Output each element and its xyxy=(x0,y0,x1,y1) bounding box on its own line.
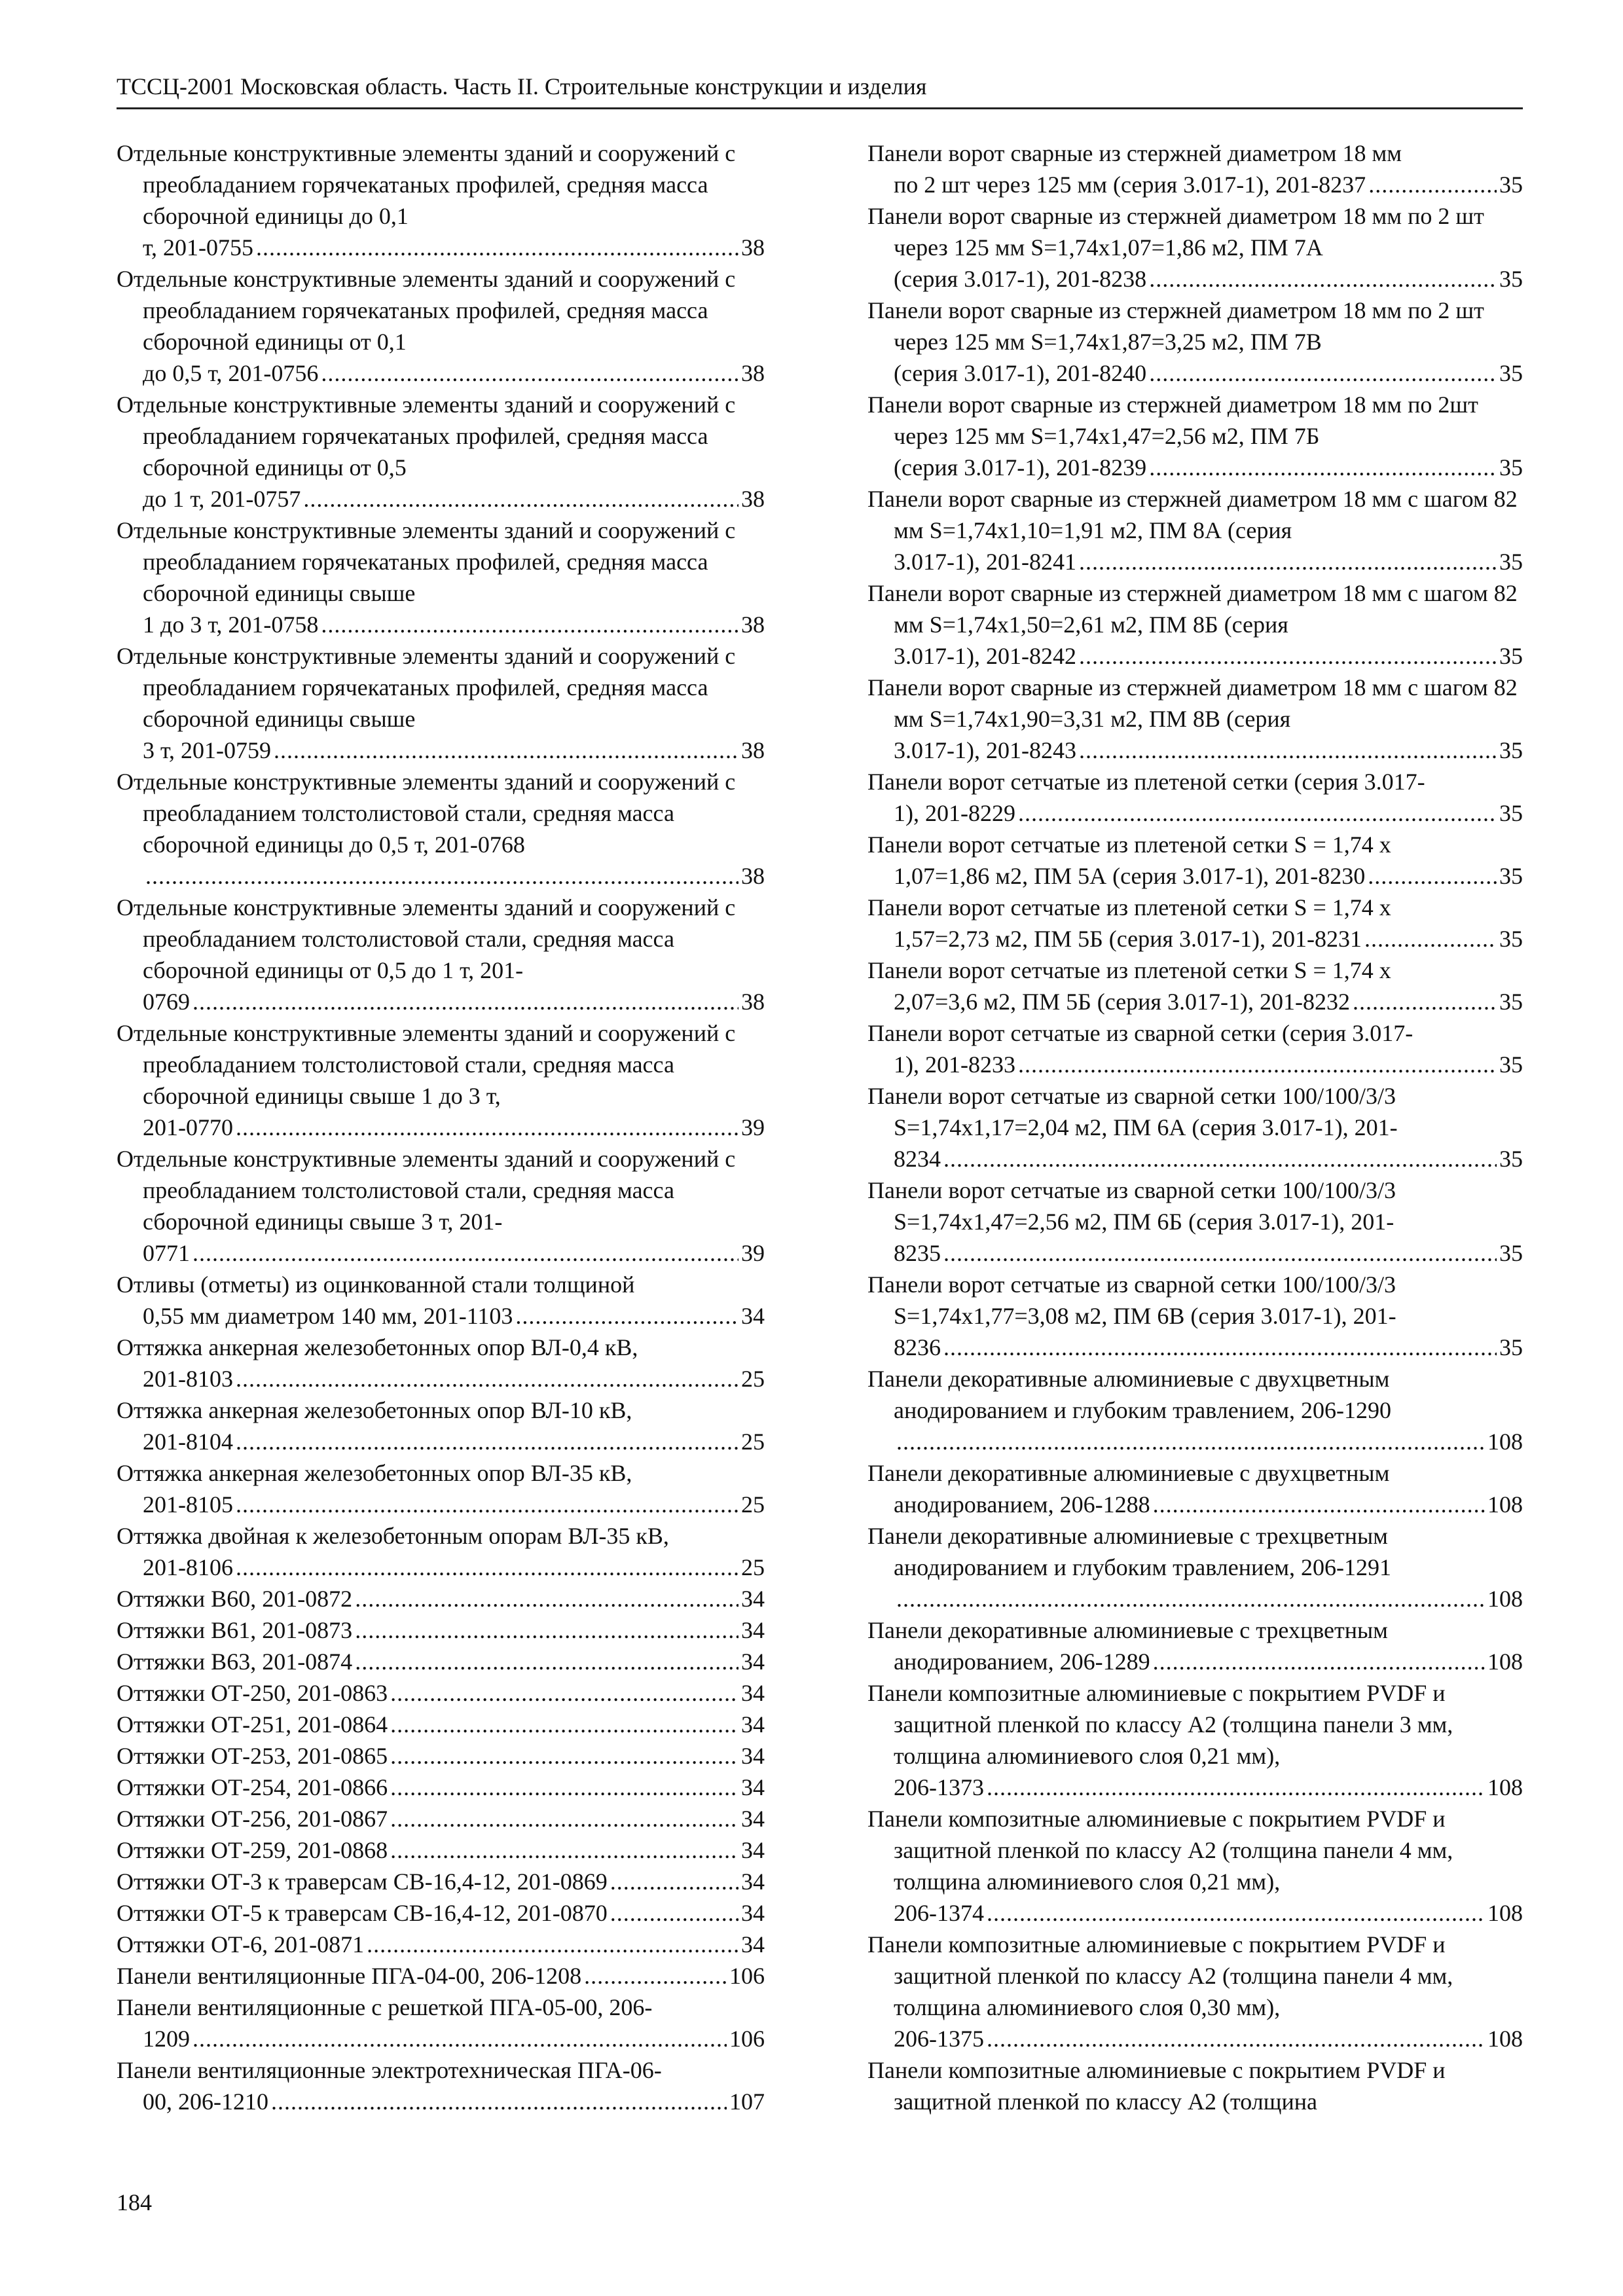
entry-text: Панели декоративные алюминиевые с двухцветным xyxy=(867,1460,1390,1486)
entry-tail: Оттяжки В61, 201-0873 xyxy=(117,1617,353,1643)
entry-last-line xyxy=(117,1552,765,1583)
entry-last-line xyxy=(867,2023,1523,2054)
entry-page-number: 35 xyxy=(1499,549,1523,575)
entry-last-line xyxy=(117,1646,765,1677)
page-number: 184 xyxy=(117,2189,152,2215)
entry-tail: (серия 3.017-1), 201-8240 xyxy=(894,360,1147,386)
entry-page-number: 108 xyxy=(1487,1586,1523,1612)
entry-last-line xyxy=(117,2023,765,2054)
entry-tail: Оттяжки ОТ-250, 201-0863 xyxy=(117,1680,388,1706)
leader-dots xyxy=(1364,923,1497,955)
entry-text: Панели композитные алюминиевые с покрытием PVDF и защитной пленкой по классу А2 (толщина xyxy=(867,2057,1446,2115)
entry-last-line xyxy=(867,797,1523,829)
entry-last-line xyxy=(867,1897,1523,1929)
entry-page-number: 25 xyxy=(741,1554,765,1580)
leader-dots xyxy=(515,1300,739,1332)
index-entry xyxy=(867,200,1523,295)
entry-text: Отдельные конструктивные элементы зданий и сооружений с преобладанием горячекатаных профилей, средняя масса сборочной единицы свыше xyxy=(117,643,736,732)
entry-last-line xyxy=(117,1929,765,1960)
leader-dots xyxy=(1153,1489,1485,1520)
index-entry xyxy=(117,1803,765,1834)
entry-tail: 201-0770 xyxy=(143,1114,233,1140)
entry-last-line xyxy=(117,1834,765,1866)
entry-text: Панели ворот сварные из стержней диаметром 18 мм по 2шт через 125 мм S=1,74х1,47=2,56 м2, ПМ 7Б xyxy=(867,392,1478,449)
entry-tail: Оттяжки ОТ-3 к траверсам СВ-16,4-12, 201-0869 xyxy=(117,1868,608,1895)
entry-text: Панели декоративные алюминиевые с трехцветным xyxy=(867,1617,1388,1643)
entry-text: Отдельные конструктивные элементы зданий и сооружений с преобладанием толстолистовой стали, средняя масса сборочной единицы свыше 1 до 3 т, xyxy=(117,1020,736,1109)
leader-dots xyxy=(355,1614,739,1646)
entry-page-number: 25 xyxy=(741,1429,765,1455)
entry-last-line xyxy=(117,1772,765,1803)
entry-page-number: 38 xyxy=(741,737,765,763)
leader-dots xyxy=(236,1426,739,1457)
entry-page-number: 35 xyxy=(1499,1240,1523,1266)
leader-dots xyxy=(1353,986,1497,1017)
index-entry xyxy=(867,1175,1523,1269)
index-column-left xyxy=(117,137,765,2117)
entry-last-line xyxy=(117,1363,765,1394)
index-entry xyxy=(117,1017,765,1143)
index-entry xyxy=(867,577,1523,672)
entry-last-line xyxy=(117,1237,765,1269)
entry-last-line xyxy=(117,986,765,1017)
leader-dots xyxy=(1153,1646,1485,1677)
entry-text: Отдельные конструктивные элементы зданий и сооружений с преобладанием толстолистовой стали, средняя масса сборочной единицы свыше 3 т, 201- xyxy=(117,1146,736,1235)
entry-last-line xyxy=(117,483,765,515)
leader-dots xyxy=(987,1772,1485,1803)
entry-page-number: 108 xyxy=(1487,1774,1523,1800)
index-column-right xyxy=(867,137,1523,2117)
entry-page-number: 108 xyxy=(1487,2026,1523,2052)
index-entry xyxy=(867,766,1523,829)
entry-page-number: 38 xyxy=(741,611,765,638)
entry-last-line xyxy=(867,1143,1523,1175)
entry-tail: 201-8106 xyxy=(143,1554,233,1580)
entry-page-number: 108 xyxy=(1487,1429,1523,1455)
entry-page-number: 35 xyxy=(1499,172,1523,198)
entry-page-number: 38 xyxy=(741,486,765,512)
entry-tail: до 1 т, 201-0757 xyxy=(143,486,301,512)
entry-tail: 0769 xyxy=(143,989,190,1015)
entry-tail: анодированием, 206-1288 xyxy=(894,1491,1150,1518)
entry-tail: Оттяжки ОТ-259, 201-0868 xyxy=(117,1837,388,1863)
entry-tail: 8235 xyxy=(894,1240,941,1266)
entry-tail: 1), 201-8233 xyxy=(894,1051,1015,1078)
leader-dots xyxy=(390,1834,739,1866)
entry-tail: 3.017-1), 201-8242 xyxy=(894,643,1076,669)
entry-text: Панели ворот сварные из стержней диаметром 18 мм по 2 шт через 125 мм S=1,74х1,07=1,86 м2, ПМ 7А xyxy=(867,203,1484,261)
index-entry xyxy=(117,1772,765,1803)
entry-text: Панели ворот сетчатые из плетеной сетки S = 1,74 х xyxy=(867,957,1391,983)
entry-last-line xyxy=(867,923,1523,955)
index-entry xyxy=(867,829,1523,892)
index-entry xyxy=(117,389,765,515)
entry-tail: 8234 xyxy=(894,1146,941,1172)
index-entry xyxy=(117,1709,765,1740)
index-entry xyxy=(117,2054,765,2117)
index-entry xyxy=(117,1740,765,1772)
leader-dots xyxy=(390,1677,739,1709)
entry-page-number: 39 xyxy=(741,1114,765,1140)
entry-tail: до 0,5 т, 201-0756 xyxy=(143,360,319,386)
entry-last-line xyxy=(867,169,1523,200)
entry-text: Панели ворот сетчатые из плетеной сетки (серия 3.017- xyxy=(867,769,1425,795)
entry-page-number: 107 xyxy=(729,2088,765,2115)
entry-tail: 206-1373 xyxy=(894,1774,984,1800)
entry-last-line xyxy=(867,1583,1523,1614)
entry-tail: 1,07=1,86 м2, ПМ 5А (серия 3.017-1), 201-8230 xyxy=(894,863,1366,889)
index-entry xyxy=(867,892,1523,955)
entry-tail: 201-8105 xyxy=(143,1491,233,1518)
entry-last-line xyxy=(867,1489,1523,1520)
index-entry xyxy=(117,892,765,1017)
entry-last-line xyxy=(117,1489,765,1520)
entry-last-line xyxy=(117,357,765,389)
entry-last-line xyxy=(867,357,1523,389)
entry-text: Оттяжка двойная к железобетонным опорам ВЛ-35 кВ, xyxy=(117,1523,669,1549)
index-entry xyxy=(867,2054,1523,2117)
entry-last-line xyxy=(117,860,765,892)
leader-dots xyxy=(321,357,739,389)
index-entry xyxy=(117,1960,765,1992)
leader-dots xyxy=(943,1143,1497,1175)
index-entry xyxy=(867,1929,1523,2054)
index-entry xyxy=(867,1677,1523,1803)
index-entry xyxy=(867,137,1523,200)
entry-tail: 206-1374 xyxy=(894,1900,984,1926)
entry-last-line xyxy=(117,2086,765,2117)
entry-page-number: 35 xyxy=(1499,266,1523,292)
entry-last-line xyxy=(867,640,1523,672)
index-entry xyxy=(867,1017,1523,1080)
index-entry xyxy=(117,1677,765,1709)
entry-page-number: 35 xyxy=(1499,643,1523,669)
entry-last-line xyxy=(117,1614,765,1646)
index-entry xyxy=(117,1583,765,1614)
entry-tail: 0771 xyxy=(143,1240,190,1266)
entry-tail: 8236 xyxy=(894,1334,941,1360)
entry-text: Панели ворот сетчатые из сварной сетки (серия 3.017- xyxy=(867,1020,1413,1046)
index-entry xyxy=(117,1269,765,1332)
leader-dots xyxy=(321,609,739,640)
entry-page-number: 35 xyxy=(1499,989,1523,1015)
entry-tail: Оттяжки В60, 201-0872 xyxy=(117,1586,353,1612)
entry-tail: 1209 xyxy=(143,2026,190,2052)
index-entry xyxy=(117,1834,765,1866)
index-entry xyxy=(117,766,765,892)
entry-page-number: 35 xyxy=(1499,926,1523,952)
entry-text: Панели композитные алюминиевые с покрытием PVDF и защитной пленкой по классу А2 (толщина панели 3 мм, толщина алюминиевого слоя 0,21 мм), xyxy=(867,1680,1453,1769)
entry-last-line xyxy=(867,1772,1523,1803)
entry-page-number: 108 xyxy=(1487,1491,1523,1518)
entry-last-line xyxy=(867,735,1523,766)
entry-text: Панели ворот сетчатые из сварной сетки 100/100/3/3 S=1,74х1,17=2,04 м2, ПМ 6А (серия 3.017-1), 201- xyxy=(867,1083,1398,1140)
entry-tail: т, 201-0755 xyxy=(143,234,254,261)
entry-tail: 206-1375 xyxy=(894,2026,984,2052)
entry-text: Панели ворот сварные из стержней диаметром 18 мм с шагом 82 мм S=1,74х1,90=3,31 м2, ПМ 8В (серия xyxy=(867,674,1518,732)
leader-dots xyxy=(1079,640,1497,672)
entry-text: Панели вентиляционные с решеткой ПГА-05-00, 206- xyxy=(117,1994,653,2020)
entry-text: Панели ворот сетчатые из сварной сетки 100/100/3/3 S=1,74х1,47=2,56 м2, ПМ 6Б (серия 3.017-1), 201- xyxy=(867,1177,1396,1235)
entry-page-number: 108 xyxy=(1487,1900,1523,1926)
index-entry xyxy=(867,389,1523,483)
entry-tail: 3 т, 201-0759 xyxy=(143,737,272,763)
index-entry xyxy=(117,1929,765,1960)
entry-tail: Оттяжки ОТ-253, 201-0865 xyxy=(117,1743,388,1769)
index-entry xyxy=(867,1363,1523,1457)
entry-tail: Оттяжки ОТ-256, 201-0867 xyxy=(117,1806,388,1832)
entry-page-number: 35 xyxy=(1499,863,1523,889)
index-entry xyxy=(117,137,765,263)
entry-tail: 1,57=2,73 м2, ПМ 5Б (серия 3.017-1), 201-8231 xyxy=(894,926,1362,952)
entry-tail: 201-8104 xyxy=(143,1429,233,1455)
index-entry xyxy=(117,1332,765,1394)
entry-tail: 1 до 3 т, 201-0758 xyxy=(143,611,319,638)
index-entry xyxy=(867,1269,1523,1363)
entry-tail: Оттяжки ОТ-5 к траверсам СВ-16,4-12, 201-0870 xyxy=(117,1900,608,1926)
leader-dots xyxy=(1018,797,1497,829)
leader-dots xyxy=(256,232,739,263)
entry-tail: 2,07=3,6 м2, ПМ 5Б (серия 3.017-1), 201-8232 xyxy=(894,989,1350,1015)
entry-page-number: 25 xyxy=(741,1366,765,1392)
entry-last-line xyxy=(867,1049,1523,1080)
leader-dots xyxy=(236,1552,739,1583)
entry-tail: анодированием, 206-1289 xyxy=(894,1649,1150,1675)
page-header: ТССЦ-2001 Московская область. Часть II. Строительные конструкции и изделия xyxy=(117,65,1523,109)
entry-last-line xyxy=(117,1960,765,1992)
entry-last-line xyxy=(867,986,1523,1017)
leader-dots xyxy=(192,1237,739,1269)
index-entry xyxy=(117,1866,765,1897)
leader-dots xyxy=(896,1583,1485,1614)
index-entry xyxy=(117,1614,765,1646)
entry-page-number: 34 xyxy=(741,1900,765,1926)
entry-tail: Панели вентиляционные ПГА-04-00, 206-1208 xyxy=(117,1963,582,1989)
index-entry xyxy=(867,1457,1523,1520)
entry-last-line xyxy=(117,1803,765,1834)
entry-text: Панели ворот сварные из стержней диаметром 18 мм по 2 шт через 125 мм S=1,74х1,87=3,25 м2, ПМ 7В xyxy=(867,297,1484,355)
leader-dots xyxy=(192,986,739,1017)
entry-page-number: 39 xyxy=(741,1240,765,1266)
leader-dots xyxy=(236,1363,739,1394)
entry-last-line xyxy=(117,1426,765,1457)
leader-dots xyxy=(390,1803,739,1834)
entry-last-line xyxy=(867,263,1523,295)
index-entry xyxy=(867,1520,1523,1614)
entry-last-line xyxy=(117,1583,765,1614)
index-entry xyxy=(117,1394,765,1457)
entry-page-number: 34 xyxy=(741,1931,765,1958)
entry-last-line xyxy=(117,1897,765,1929)
index-entry xyxy=(867,1803,1523,1929)
leader-dots xyxy=(1149,452,1497,483)
index-entry xyxy=(867,1080,1523,1175)
leader-dots xyxy=(303,483,739,515)
entry-tail: Оттяжки ОТ-6, 201-0871 xyxy=(117,1931,365,1958)
leader-dots xyxy=(610,1866,739,1897)
leader-dots xyxy=(1149,357,1497,389)
entry-last-line xyxy=(867,1646,1523,1677)
index-entry xyxy=(867,672,1523,766)
entry-page-number: 34 xyxy=(741,1617,765,1643)
entry-last-line xyxy=(867,546,1523,577)
entry-last-line xyxy=(117,735,765,766)
leader-dots xyxy=(236,1489,739,1520)
entry-text: Отдельные конструктивные элементы зданий и сооружений с преобладанием толстолистовой стали, средняя масса сборочной единицы от 0,5 до 1 т, 201- xyxy=(117,894,736,983)
leader-dots xyxy=(367,1929,739,1960)
index-entry xyxy=(117,1457,765,1520)
leader-dots xyxy=(610,1897,739,1929)
entry-tail: Оттяжки В63, 201-0874 xyxy=(117,1649,353,1675)
entry-page-number: 38 xyxy=(741,234,765,261)
leader-dots xyxy=(1368,860,1497,892)
entry-text: Панели ворот сварные из стержней диаметром 18 мм с шагом 82 мм S=1,74х1,50=2,61 м2, ПМ 8Б (серия xyxy=(867,580,1518,638)
leader-dots xyxy=(236,1112,739,1143)
entry-text: Отдельные конструктивные элементы зданий и сооружений с преобладанием толстолистовой стали, средняя масса сборочной единицы до 0,5 т, 201-0768 xyxy=(117,769,736,858)
index-entry xyxy=(117,1143,765,1269)
entry-tail: Оттяжки ОТ-254, 201-0866 xyxy=(117,1774,388,1800)
entry-text: Панели декоративные алюминиевые с трехцветным анодированием и глубоким травлением, 206-1291 xyxy=(867,1523,1392,1580)
index-entry xyxy=(117,1992,765,2054)
entry-last-line xyxy=(117,1709,765,1740)
leader-dots xyxy=(896,1426,1485,1457)
entry-tail: 3.017-1), 201-8241 xyxy=(894,549,1076,575)
entry-last-line xyxy=(867,860,1523,892)
entry-page-number: 35 xyxy=(1499,360,1523,386)
leader-dots xyxy=(390,1709,739,1740)
entry-tail: 3.017-1), 201-8243 xyxy=(894,737,1076,763)
leader-dots xyxy=(355,1583,739,1614)
leader-dots xyxy=(1018,1049,1497,1080)
entry-page-number: 35 xyxy=(1499,800,1523,826)
entry-last-line xyxy=(867,452,1523,483)
entry-page-number: 34 xyxy=(741,1711,765,1738)
entry-page-number: 34 xyxy=(741,1586,765,1612)
entry-text: Панели ворот сварные из стержней диаметром 18 мм xyxy=(867,140,1402,166)
index-entry xyxy=(117,640,765,766)
entry-page-number: 34 xyxy=(741,1774,765,1800)
leader-dots xyxy=(987,1897,1485,1929)
entry-page-number: 34 xyxy=(741,1649,765,1675)
entry-text: Отдельные конструктивные элементы зданий и сооружений с преобладанием горячекатаных профилей, средняя масса сборочной единицы от 0,1 xyxy=(117,266,736,355)
entry-text: Отдельные конструктивные элементы зданий и сооружений с преобладанием горячекатаных профилей, средняя масса сборочной единицы до 0,1 xyxy=(117,140,736,229)
entry-text: Отдельные конструктивные элементы зданий и сооружений с преобладанием горячекатаных профилей, средняя масса сборочной единицы свыше xyxy=(117,517,736,606)
entry-tail: 201-8103 xyxy=(143,1366,233,1392)
entry-last-line xyxy=(867,1426,1523,1457)
leader-dots xyxy=(390,1740,739,1772)
entry-text: Панели композитные алюминиевые с покрытием PVDF и защитной пленкой по классу А2 (толщина панели 4 мм, толщина алюминиевого слоя 0,21 мм), xyxy=(867,1806,1453,1895)
entry-page-number: 35 xyxy=(1499,1051,1523,1078)
entry-page-number: 34 xyxy=(741,1680,765,1706)
entry-tail: 00, 206-1210 xyxy=(143,2088,268,2115)
leader-dots xyxy=(987,2023,1485,2054)
index-entry xyxy=(117,1646,765,1677)
entry-tail: Оттяжки ОТ-251, 201-0864 xyxy=(117,1711,388,1738)
entry-page-number: 25 xyxy=(741,1491,765,1518)
entry-text: Панели композитные алюминиевые с покрытием PVDF и защитной пленкой по классу А2 (толщина панели 4 мм, толщина алюминиевого слоя 0,30 мм), xyxy=(867,1931,1453,2020)
entry-text: Оттяжка анкерная железобетонных опор ВЛ-10 кВ, xyxy=(117,1397,632,1423)
leader-dots xyxy=(943,1332,1497,1363)
entry-page-number: 34 xyxy=(741,1837,765,1863)
entry-last-line xyxy=(117,1740,765,1772)
entry-tail: 0,55 мм диаметром 140 мм, 201-1103 xyxy=(143,1303,513,1329)
index-entry xyxy=(867,483,1523,577)
entry-page-number: 106 xyxy=(729,1963,765,1989)
entry-page-number: 34 xyxy=(741,1806,765,1832)
entry-text: Панели ворот сетчатые из плетеной сетки S = 1,74 х xyxy=(867,894,1391,920)
entry-text: Панели ворот сетчатые из плетеной сетки S = 1,74 х xyxy=(867,831,1391,858)
entry-text: Панели ворот сварные из стержней диаметром 18 мм с шагом 82 мм S=1,74х1,10=1,91 м2, ПМ 8А (серия xyxy=(867,486,1518,543)
leader-dots xyxy=(1149,263,1497,295)
leader-dots xyxy=(1368,169,1497,200)
entry-page-number: 38 xyxy=(741,863,765,889)
index-entry xyxy=(867,1614,1523,1677)
entry-last-line xyxy=(117,609,765,640)
leader-dots xyxy=(1079,735,1497,766)
entry-last-line xyxy=(867,1332,1523,1363)
entry-page-number: 38 xyxy=(741,360,765,386)
entry-page-number: 35 xyxy=(1499,454,1523,481)
entry-text: Панели декоративные алюминиевые с двухцветным анодированием и глубоким травлением, 206-1290 xyxy=(867,1366,1392,1423)
entry-page-number: 35 xyxy=(1499,737,1523,763)
index-entry xyxy=(117,1520,765,1583)
entry-page-number: 34 xyxy=(741,1743,765,1769)
entry-text: Оттяжка анкерная железобетонных опор ВЛ-0,4 кВ, xyxy=(117,1334,638,1360)
entry-page-number: 34 xyxy=(741,1868,765,1895)
entry-tail: (серия 3.017-1), 201-8238 xyxy=(894,266,1147,292)
entry-page-number: 106 xyxy=(729,2026,765,2052)
leader-dots xyxy=(355,1646,739,1677)
index-entry xyxy=(867,295,1523,389)
entry-page-number: 108 xyxy=(1487,1649,1523,1675)
entry-last-line xyxy=(117,232,765,263)
leader-dots xyxy=(390,1772,739,1803)
entry-last-line xyxy=(117,1677,765,1709)
entry-text: Панели ворот сетчатые из сварной сетки 100/100/3/3 S=1,74х1,77=3,08 м2, ПМ 6В (серия 3.017-1), 201- xyxy=(867,1271,1396,1329)
entry-page-number: 34 xyxy=(741,1303,765,1329)
index-entry xyxy=(117,1897,765,1929)
entry-tail: по 2 шт через 125 мм (серия 3.017-1), 201-8237 xyxy=(894,172,1366,198)
leader-dots xyxy=(1079,546,1497,577)
entry-last-line xyxy=(117,1300,765,1332)
leader-dots xyxy=(145,860,739,892)
leader-dots xyxy=(584,1960,727,1992)
entry-tail: (серия 3.017-1), 201-8239 xyxy=(894,454,1147,481)
index-entry xyxy=(117,515,765,640)
entry-page-number: 35 xyxy=(1499,1146,1523,1172)
leader-dots xyxy=(192,2023,727,2054)
entry-last-line xyxy=(867,1237,1523,1269)
entry-last-line xyxy=(117,1112,765,1143)
entry-last-line xyxy=(117,1866,765,1897)
entry-tail: 1), 201-8229 xyxy=(894,800,1015,826)
entry-text: Отливы (отметы) из оцинкованной стали толщиной xyxy=(117,1271,635,1298)
entry-text: Отдельные конструктивные элементы зданий и сооружений с преобладанием горячекатаных профилей, средняя масса сборочной единицы от 0,5 xyxy=(117,392,736,481)
leader-dots xyxy=(271,2086,727,2117)
leader-dots xyxy=(943,1237,1497,1269)
entry-text: Панели вентиляционные электротехническая ПГА-06- xyxy=(117,2057,662,2083)
leader-dots xyxy=(274,735,739,766)
entry-page-number: 38 xyxy=(741,989,765,1015)
entry-page-number: 35 xyxy=(1499,1334,1523,1360)
index-entry xyxy=(867,955,1523,1017)
index-entry xyxy=(117,263,765,389)
entry-text: Оттяжка анкерная железобетонных опор ВЛ-35 кВ, xyxy=(117,1460,632,1486)
